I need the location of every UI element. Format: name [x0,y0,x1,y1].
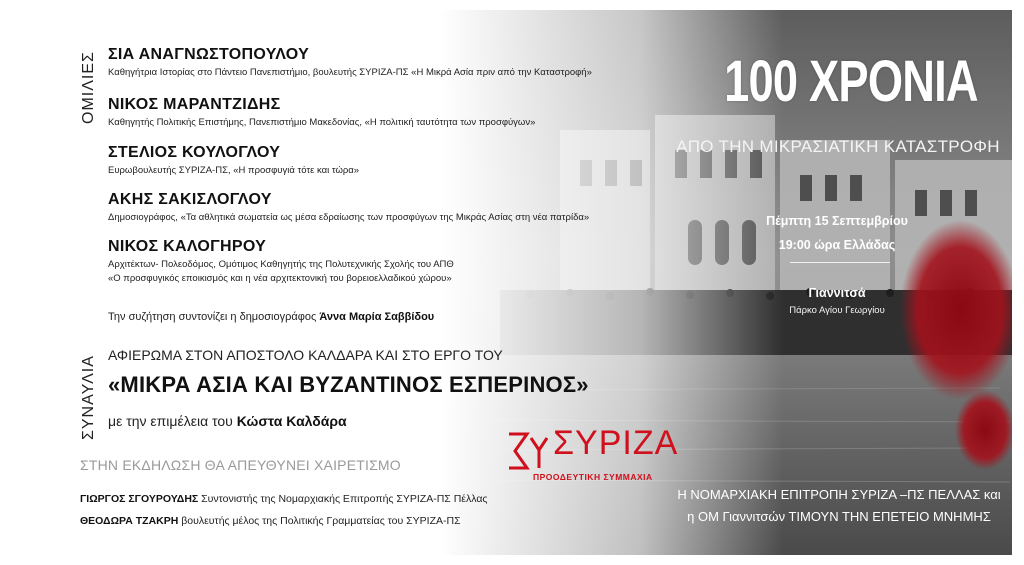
speaker-name: ΑΚΗΣ ΣΑΚΙΣΛΟΓΛΟΥ [108,191,272,208]
syriza-logo-mark-icon [505,426,553,476]
speaker-name: ΣΤΕΛΙΟΣ ΚΟΥΛΟΓΛΟΥ [108,144,281,161]
event-time: 19:00 ώρα Ελλάδας [778,238,896,252]
speaker-2 [108,96,535,128]
speaker-description: Καθηγητής Πολιτικής Επιστήμης, Πανεπιστήμιο Μακεδονίας, «Η πολιτική ταυτότητα των προσφύγων» [108,117,536,128]
speaker-name: ΝΙΚΟΣ ΜΑΡΑΝΤΖΙΔΗΣ [108,96,281,113]
event-place: Γιαννιτσά [808,286,866,300]
divider [790,262,890,263]
speaker-description: Ευρωβουλευτής ΣΥΡΙΖΑ-ΠΣ, «Η προσφυγιά τότε και τώρα» [108,165,360,176]
logo-tagline: ΠΡΟΟΔΕΥΤΙΚΗ ΣΥΜΜΑΧΙΑ [533,472,653,482]
curator-prefix: με την επιμέλεια του [108,413,233,429]
moderator-line [108,311,434,323]
speaker-3 [108,144,359,176]
logo-wordmark: ΣΥΡΙΖΑ [553,424,679,462]
event-date: Πέμπτη 15 Σεπτεμβρίου [766,214,908,228]
moderator-prefix: Την συζήτηση συντονίζει η δημοσιογράφος [108,311,317,323]
poster-title: 100 ΧΡΟΝΙΑ [724,49,978,114]
greeter-1 [80,493,487,505]
moderator-name: Άννα Μαρία Σαββίδου [319,311,435,323]
speaker-description: Αρχιτέκτων- Πολεοδόμος, Ομότιμος Καθηγητής της Πολυτεχνικής Σχολής του ΑΠΘ [108,259,454,270]
speaker-description: Καθηγήτρια Ιστορίας στο Πάντειο Πανεπιστήμιο, βουλευτής ΣΥΡΙΖΑ-ΠΣ «Η Μικρά Ασία πριν από την Καταστροφή» [108,67,592,78]
speaker-name: ΝΙΚΟΣ ΚΑΛΟΓΗΡΟΥ [108,238,267,255]
speaker-name: ΣΙΑ ΑΝΑΓΝΩΣΤΟΠΟΥΛΟΥ [108,46,310,63]
greeter-name: ΓΙΩΡΓΟΣ ΣΓΟΥΡΟΥΔΗΣ [80,493,199,505]
greetings-title: ΣΤΗΝ ΕΚΔΗΛΩΣΗ ΘΑ ΑΠΕΥΘΥΝΕΙ ΧΑΙΡΕΤΙΣΜΟ [80,457,401,473]
concert-curator-line [108,413,347,429]
speaker-talk-title: «Ο προσφυγικός εποικισμός και η νέα αρχιτεκτονική του βορειοελλαδικού χώρου» [108,273,452,284]
concert-dedication: ΑΦΙΕΡΩΜΑ ΣΤΟΝ ΑΠΟΣΤΟΛΟ ΚΑΛΔΑΡΑ ΚΑΙ ΣΤΟ ΕΡΓΟ ΤΟΥ [108,347,503,363]
concert-section-label: ΣΥΝΑΥΛΙΑ [80,355,97,440]
speaker-4 [108,191,589,223]
greeter-2 [80,515,461,527]
organizer-line-2: η ΟΜ Γιαννιτσών ΤΙΜΟΥΝ ΤΗΝ ΕΠΕΤΕΙΟ ΜΝΗΜΗΣ [687,509,991,524]
speaker-5 [108,238,454,284]
concert-title: «ΜΙΚΡΑ ΑΣΙΑ ΚΑΙ ΒΥΖΑΝΤΙΝΟΣ ΕΣΠΕΡΙΝΟΣ» [108,372,589,397]
talks-section-label: ΟΜΙΛΙΕΣ [80,51,97,124]
speaker-1 [108,46,592,78]
curator-name: Κώστα Καλδάρα [236,413,347,429]
poster-subtitle: ΑΠΟ ΤΗΝ ΜΙΚΡΑΣΙΑΤΙΚΗ ΚΑΤΑΣΤΡΟΦΗ [676,137,1000,156]
greeter-role: Συντονιστής της Νομαρχιακής Επιτροπής ΣΥΡΙΖΑ-ΠΣ Πέλλας [201,493,488,505]
organizer-line-1: Η ΝΟΜΑΡΧΙΑΚΗ ΕΠΙΤΡΟΠΗ ΣΥΡΙΖΑ –ΠΣ ΠΕΛΛΑΣ και [677,487,1001,502]
greeter-role: βουλευτής μέλος της Πολιτικής Γραμματείας του ΣΥΡΙΖΑ-ΠΣ [181,515,461,527]
speaker-description: Δημοσιογράφος, «Τα αθλητικά σωματεία ως μέσα εδραίωσης των προσφύγων της Μικράς Ασίας στη νέα πατρίδα» [108,212,590,223]
greeter-name: ΘΕΟΔΩΡΑ ΤΖΑΚΡΗ [80,515,179,527]
syriza-logo [505,420,679,490]
event-place-detail: Πάρκο Αγίου Γεωργίου [789,305,885,316]
